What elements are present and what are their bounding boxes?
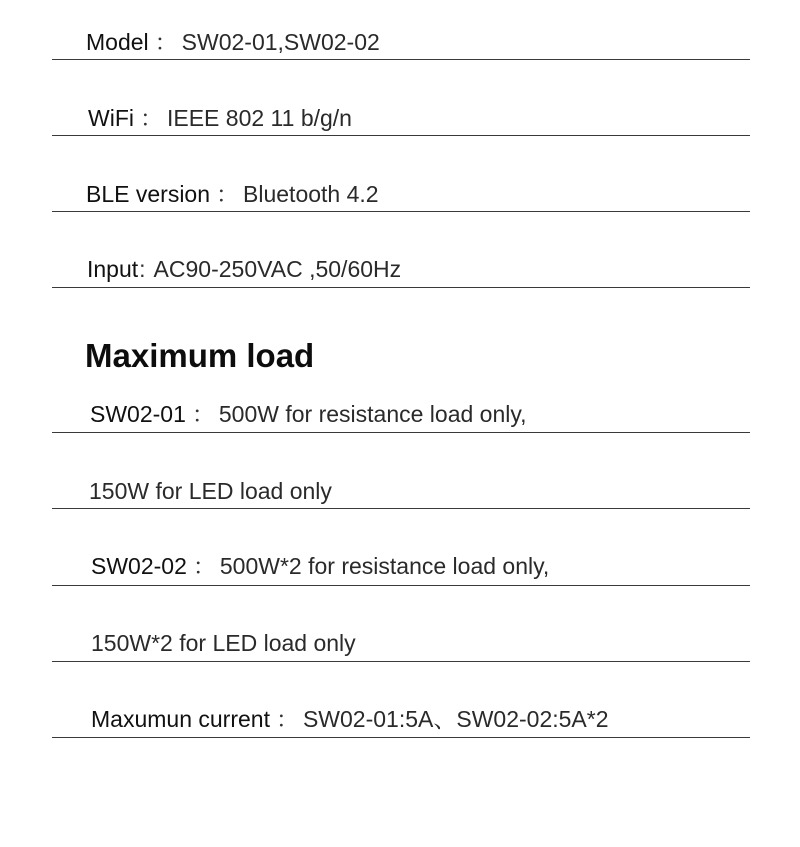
spec-label: Model bbox=[86, 29, 149, 55]
current-separator: ： bbox=[275, 706, 299, 732]
spec-separator: : bbox=[139, 256, 146, 282]
section-title-maximum-load: Maximum load bbox=[85, 337, 315, 374]
spec-label: WiFi bbox=[88, 105, 134, 131]
spec-wifi bbox=[88, 104, 352, 132]
divider bbox=[52, 508, 750, 509]
load-label: SW02-02 bbox=[91, 553, 187, 579]
load-value: 500W for resistance load only, bbox=[218, 401, 527, 427]
spec-value: SW02-01,SW02-02 bbox=[181, 29, 380, 55]
load-sw02-02 bbox=[91, 552, 549, 580]
divider bbox=[52, 737, 750, 738]
divider bbox=[52, 661, 750, 662]
spec-value: Bluetooth 4.2 bbox=[243, 181, 379, 207]
current-label: Maxumun current bbox=[91, 706, 270, 732]
load-separator: ： bbox=[191, 401, 215, 427]
spec-separator: ： bbox=[154, 29, 178, 55]
spec-model bbox=[86, 28, 380, 56]
spec-value: AC90-250VAC ,50/60Hz bbox=[153, 256, 402, 282]
spec-label: BLE version bbox=[86, 181, 211, 207]
divider bbox=[52, 135, 750, 136]
load-value: 150W*2 for LED load only bbox=[91, 630, 356, 656]
load-sw02-01 bbox=[90, 400, 527, 428]
load-sw02-01-continued bbox=[89, 477, 332, 505]
current-value: SW02-01:5A、SW02-02:5A*2 bbox=[302, 706, 609, 732]
divider bbox=[52, 585, 750, 586]
maximum-current bbox=[91, 705, 609, 733]
spec-separator: ： bbox=[139, 105, 163, 131]
load-separator: ： bbox=[192, 553, 216, 579]
divider bbox=[52, 287, 750, 288]
spec-value: IEEE 802 11 b/g/n bbox=[166, 105, 352, 131]
divider bbox=[52, 432, 750, 433]
load-value: 500W*2 for resistance load only, bbox=[219, 553, 550, 579]
divider bbox=[52, 211, 750, 212]
spec-input bbox=[87, 255, 401, 283]
divider bbox=[52, 59, 750, 60]
spec-label: Input bbox=[87, 256, 139, 282]
load-sw02-02-continued bbox=[91, 629, 356, 657]
load-value: 150W for LED load only bbox=[89, 478, 332, 504]
spec-ble-version bbox=[86, 180, 379, 208]
spec-separator: ： bbox=[216, 181, 240, 207]
load-label: SW02-01 bbox=[90, 401, 186, 427]
